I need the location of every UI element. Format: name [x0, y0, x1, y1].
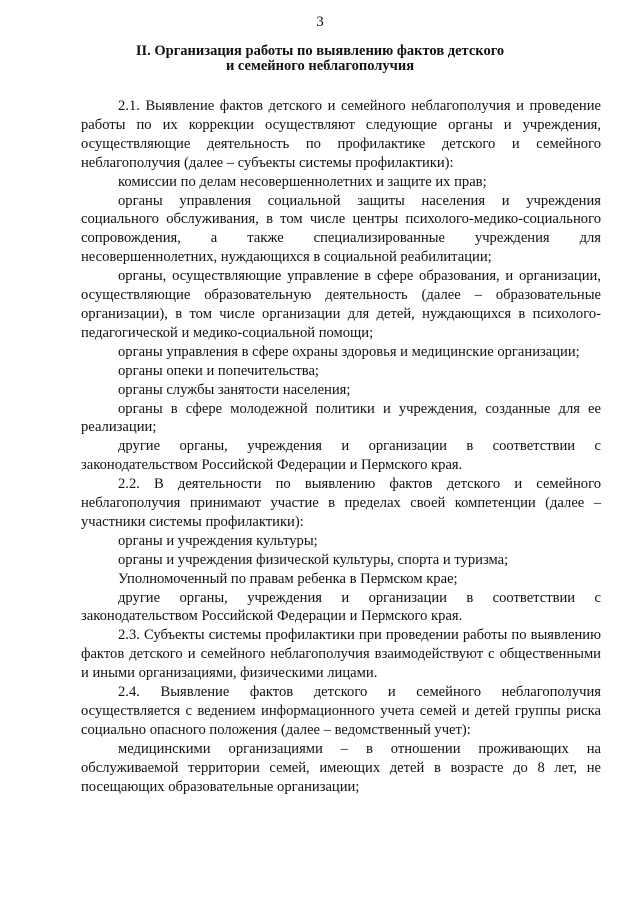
section-heading [60, 44, 580, 74]
paragraph-item: органы опеки и попечительства; [118, 362, 319, 379]
section-heading-line-2: и семейного неблагополучия [225, 58, 415, 74]
paragraph-item: органы и учреждения культуры; [118, 532, 318, 549]
paragraph-item: органы в сфере молодежной политики и учреждения, созданные для ее реализации; [81, 400, 601, 436]
paragraph-item: органы управления социальной защиты населения и учреждения социального обслуживания, в том числе центры психолого-медико-социального сопровождения, а также специализированные учреждения для несовершеннолетних, нуждающихся в социальной реабилитации; [81, 192, 601, 266]
paragraph-item: другие органы, учреждения и организации в соответствии с законодательством Российской Федерации и Пермского края. [81, 438, 601, 474]
paragraph-2-2: 2.2. В деятельности по выявлению фактов детского и семейного неблагополучия принимают участие в пределах своей компетенции (далее – участники системы профилактики): [81, 476, 601, 530]
paragraph-item: Уполномоченный по правам ребенка в Пермском крае; [118, 570, 458, 587]
page-number: 3 [316, 14, 324, 30]
paragraph-item: органы управления в сфере охраны здоровья и медицинские организации; [118, 343, 580, 360]
paragraph-item: органы службы занятости населения; [118, 381, 351, 398]
paragraph-2-1: 2.1. Выявление фактов детского и семейного неблагополучия и проведение работы по их коррекции осуществляют следующие органы и учреждения, осуществляющие деятельность по профилактике детского и семейного неблагополучия (далее – субъекты системы профилактики): [81, 98, 601, 171]
paragraph-2-3: 2.3. Субъекты системы профилактики при проведении работы по выявлению фактов детского и семейного неблагополучия взаимодействуют с общественными и иными организациями, физическими лицами. [81, 627, 601, 682]
paragraph-2-4: 2.4. Выявление фактов детского и семейного неблагополучия осуществляется с ведением информационного учета семей и детей группы риска социально опасного положения (далее – ведомственный учет): [81, 684, 601, 738]
paragraph-item: комиссии по делам несовершеннолетних и защите их прав; [118, 173, 487, 190]
paragraph-item: другие органы, учреждения и организации в соответствии с законодательством Российской Федерации и Пермского края. [81, 589, 601, 625]
section-heading-line-1: II. Организация работы по выявлению фактов детского [135, 43, 505, 59]
paragraph-item: медицинскими организациями – в отношении проживающих на обслуживаемой территории семей, имеющих детей в возрасте до 8 лет, не посещающих образовательные организации; [81, 740, 601, 795]
paragraph-item: органы и учреждения физической культуры, спорта и туризма; [118, 551, 509, 568]
paragraph-item: органы, осуществляющие управление в сфере образования, и организации, осуществляющие образовательную деятельность (далее – образовательные организации), в том числе организации для детей, нуждающихся в психолого-педагогической и медико-социальной помощи; [81, 268, 601, 341]
document-body [81, 97, 601, 797]
